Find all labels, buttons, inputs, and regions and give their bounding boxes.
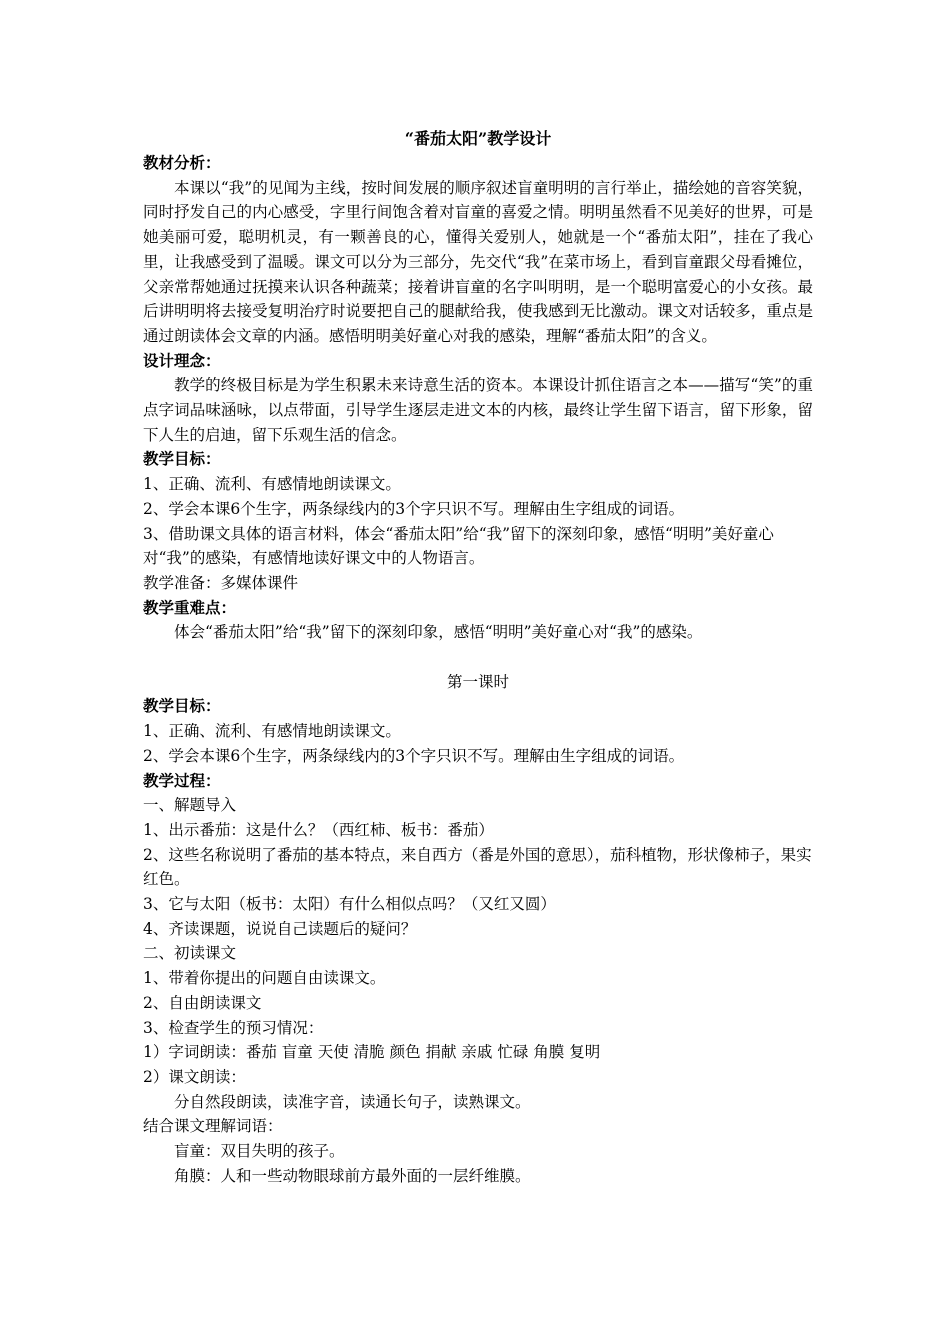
process-item: 4、齐读课题，说说自己读题后的疑问？ <box>143 919 417 938</box>
vocab-item: 角膜：人和一些动物眼球前方最外面的一层纤维膜。 <box>174 1166 531 1185</box>
concept-heading: 设计理念： <box>143 350 221 370</box>
analysis-heading: 教材分析： <box>143 153 221 172</box>
document-content <box>143 127 813 1189</box>
process-item: 1）字词朗读：番茄 盲童 天使 清脆 颜色 捐献 亲戚 忙碌 角膜 复明 <box>143 1043 601 1062</box>
vocab-item: 盲童：双目失明的孩子。 <box>174 1142 345 1161</box>
process-item: 3、检查学生的预习情况： <box>143 1018 324 1037</box>
concept-paragraph: 教学的终极目标是为学生积累未来诗意生活的资本。本课设计抓住语言之本——描写“笑”的重点字词品味涵咏，以点带面，引导学生逐层走进文本的内核，最终让学生留下语言，留下形象，留下人生的启迪，留下乐观生活的信念。 <box>143 376 813 444</box>
process-item: 1、出示番茄：这是什么？（西红柿、板书：番茄） <box>143 820 494 839</box>
process-item: 2、这些名称说明了番茄的基本特点，来自西方（番是外国的意思），茄科植物，形状像柿子，果实红色。 <box>143 845 812 889</box>
lesson-goal-item: 2、学会本课6个生字，两条绿线内的3个字只识不写。理解由生字组成的词语。 <box>143 746 685 765</box>
lesson-goal-item: 1、正确、流利、有感情地朗读课文。 <box>143 722 401 741</box>
process-part-title: 一、解题导入 <box>143 796 237 815</box>
process-item: 1、带着你提出的问题自由读课文。 <box>143 969 386 988</box>
lesson-title: 第一课时 <box>446 672 509 691</box>
process-item: 2、自由朗读课文 <box>143 993 262 1012</box>
analysis-paragraph: 本课以“我”的见闻为主线，按时间发展的顺序叙述盲童明明的言行举止，描绘她的音容笑貌，同时抒发自己的内心感受，字里行间饱含着对盲童的喜爱之情。明明虽然看不见美好的世界，可是她美丽可爱，聪明机灵，有一颗善良的心，懂得关爱别人，她就是一个“番茄太阳”，挂在了我心里，让我感受到了温暖。课文可以分为三部分，先交代“我”在菜市场上，看到盲童跟父母看摊位，父亲常帮她通过抚摸来认识各种蔬菜；接着讲盲童的名字叫明明，是一个聪明富爱心的小女孩。最后讲明明将去接受复明治疗时说要把自己的腿献给我，使我感到无比激动。课文对话较多，重点是通过朗读体会文章的内涵。感悟明明美好童心对我的感染，理解“番茄太阳”的含义。 <box>143 178 813 345</box>
lesson-goals-heading: 教学目标： <box>143 696 221 716</box>
spacer <box>143 645 813 670</box>
teaching-prep: 教学准备：多媒体课件 <box>143 573 299 592</box>
process-heading: 教学过程： <box>143 770 221 790</box>
goals-heading: 教学目标： <box>143 449 221 469</box>
goal-item: 3、借助课文具体的语言材料，体会“番茄太阳”给“我”留下的深刻印象，感悟“明明”美好童心对“我”的感染，有感情地读好课文中的人物语言。 <box>143 524 774 568</box>
goal-item: 1、正确、流利、有感情地朗读课文。 <box>143 475 401 494</box>
document-title: “番茄太阳”教学设计 <box>404 129 552 148</box>
difficulty-heading: 教学重难点： <box>143 597 237 617</box>
difficulty-paragraph: 体会“番茄太阳”给“我”留下的深刻印象，感悟“明明”美好童心对“我”的感染。 <box>174 623 703 642</box>
vocab-heading: 结合课文理解词语： <box>143 1117 283 1136</box>
goal-item: 2、学会本课6个生字，两条绿线内的3个字只识不写。理解由生字组成的词语。 <box>143 499 685 518</box>
process-part-title: 二、初读课文 <box>143 944 237 963</box>
process-item: 2）课文朗读： <box>143 1068 246 1086</box>
reading-note: 分自然段朗读，读准字音，读通长句子，读熟课文。 <box>174 1092 531 1111</box>
process-item: 3、它与太阳（板书：太阳）有什么相似点吗？（又红又圆） <box>143 895 556 914</box>
